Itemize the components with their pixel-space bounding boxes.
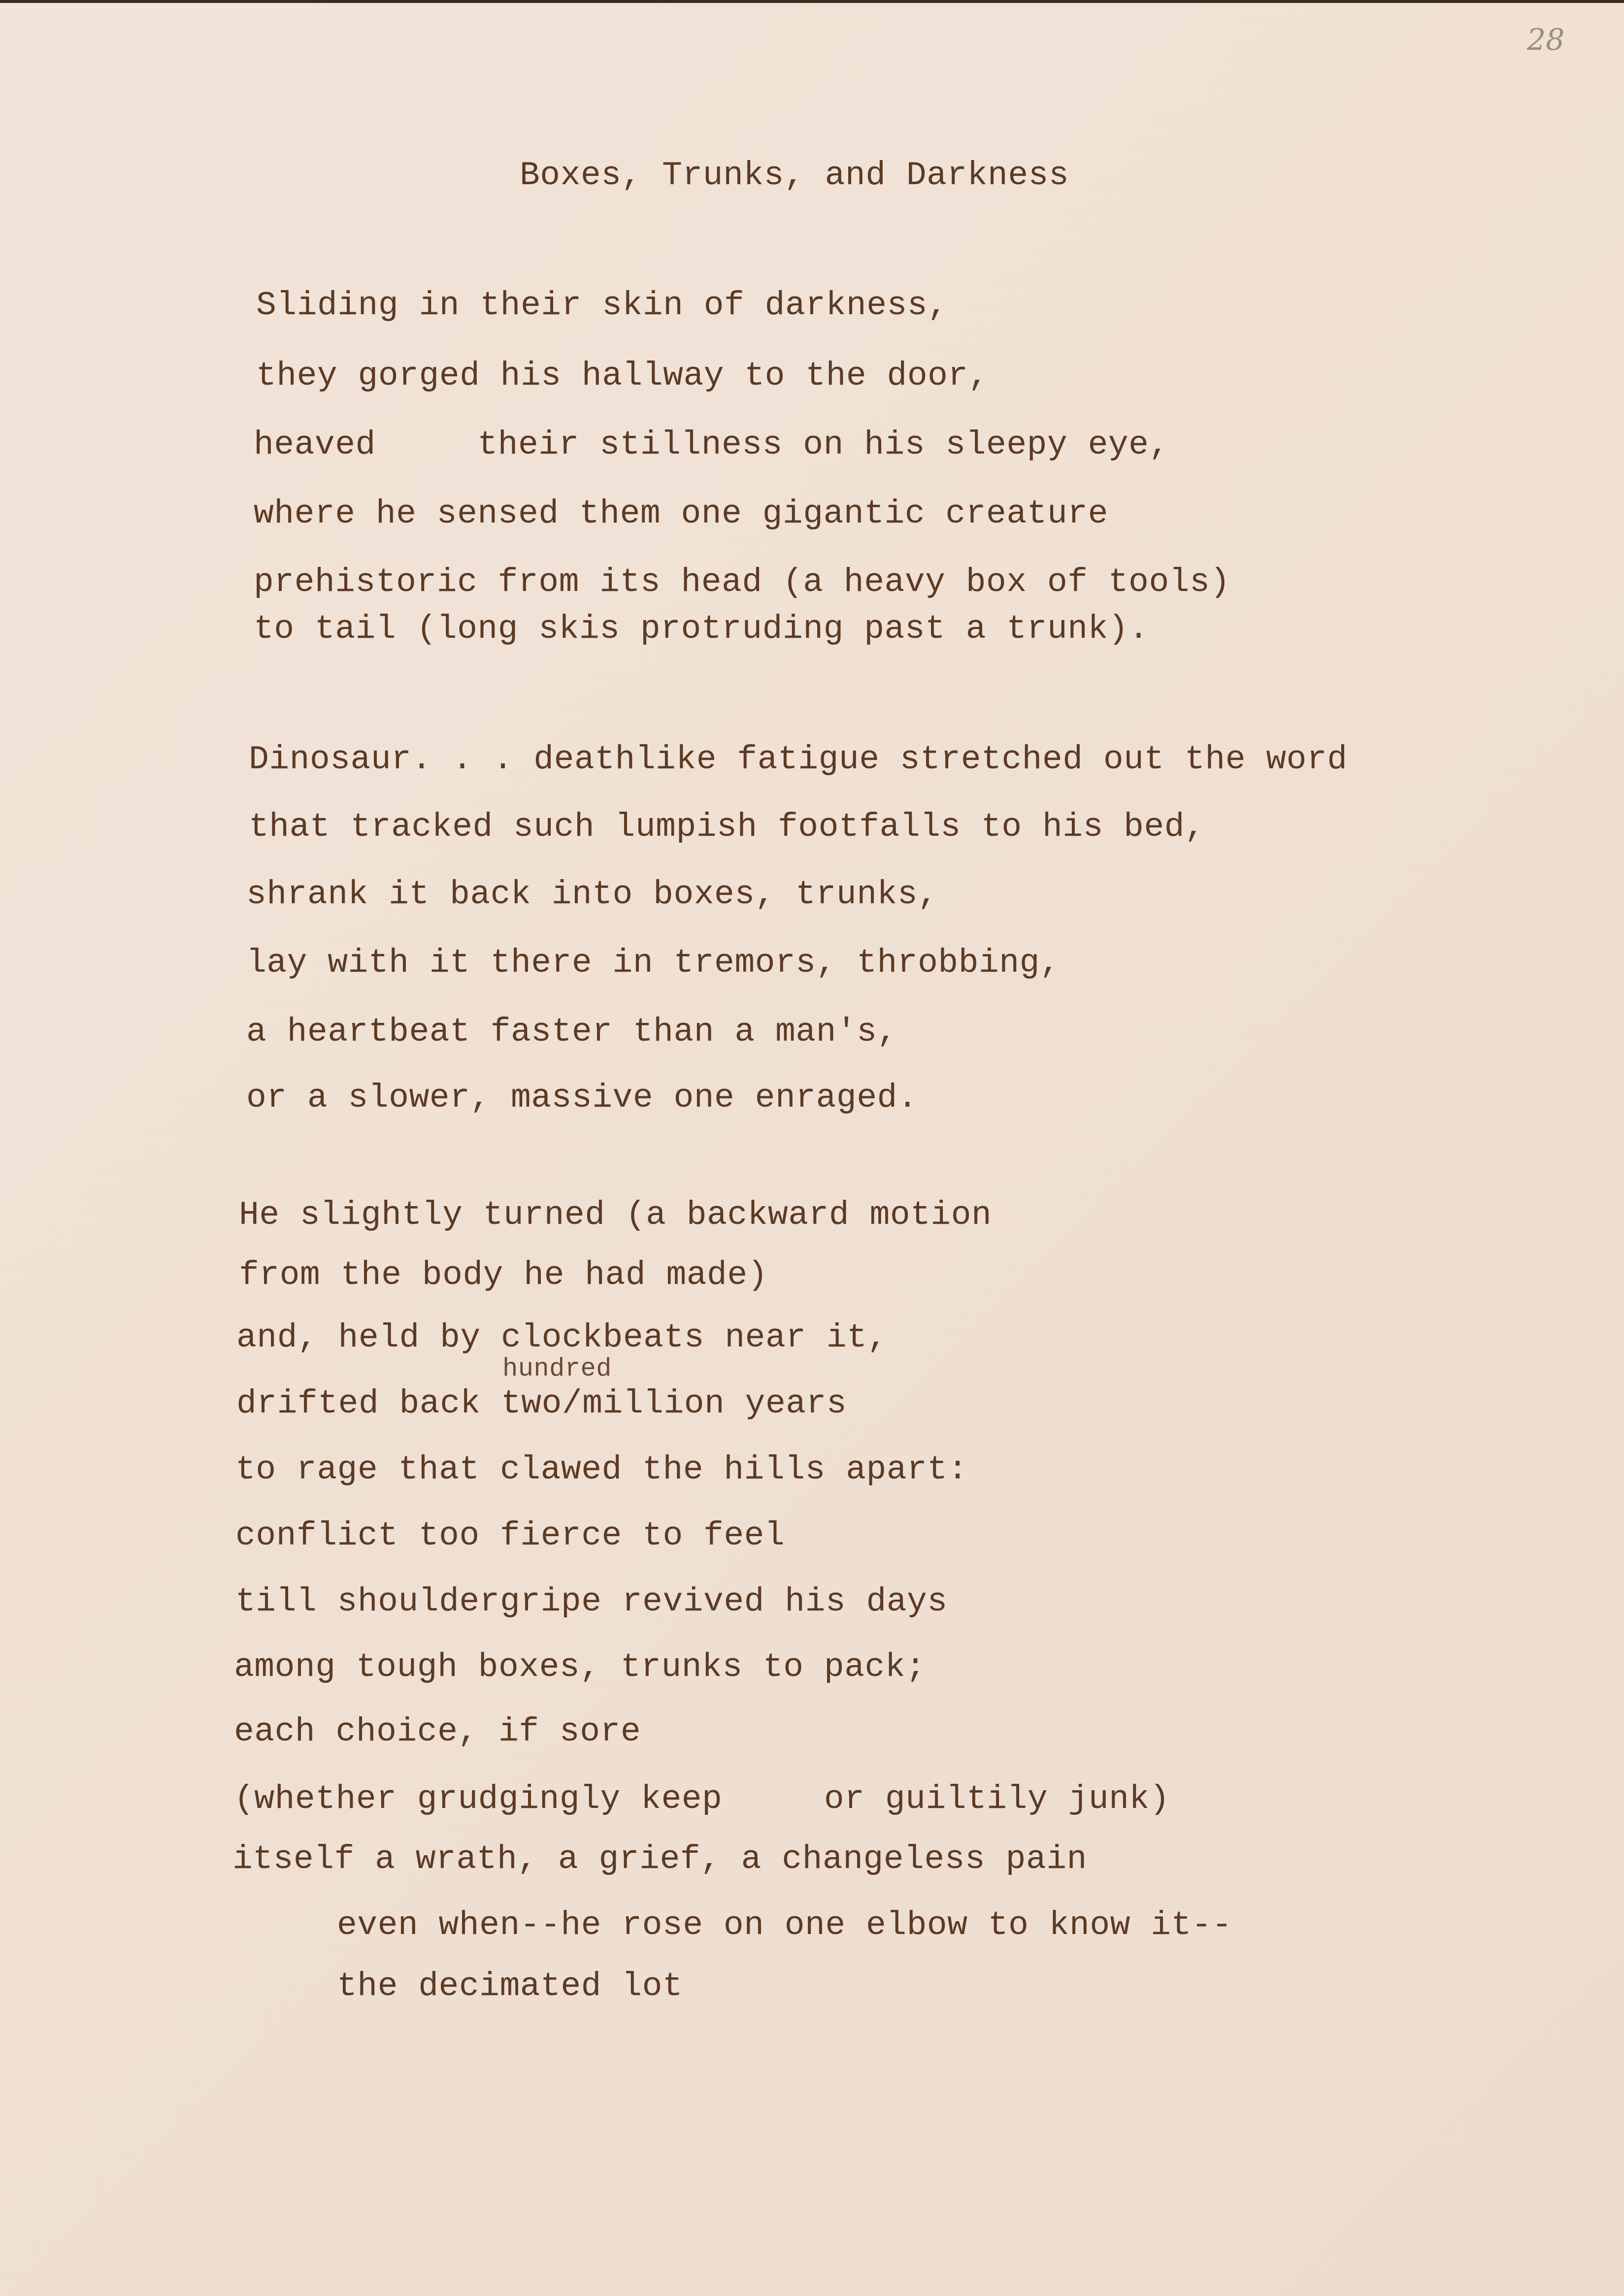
poem-line: to rage that clawed the hills apart: [235, 1451, 968, 1489]
poem-line: Sliding in their skin of darkness, [256, 287, 948, 325]
poem-line: to tail (long skis protruding past a trunk). [254, 610, 1149, 648]
poem-line-indented: the decimated lot [337, 1968, 683, 2005]
poem-line: Dinosaur. . . deathlike fatigue stretched out the word [249, 741, 1348, 779]
poem-line: shrank it back into boxes, trunks, [246, 876, 938, 914]
poem-line: heaved their stillness on his sleepy eye, [254, 426, 1169, 464]
poem-line: each choice, if sore [234, 1713, 641, 1751]
poem-line: conflict too fierce to feel [235, 1517, 785, 1555]
poem-line-indented: even when--he rose on one elbow to know it-- [337, 1906, 1232, 1944]
poem-line: prehistoric from its head (a heavy box of tools) [254, 563, 1230, 601]
interlinear-insertion: hundred [502, 1354, 612, 1383]
poem-line: that tracked such lumpish footfalls to his bed, [249, 808, 1205, 846]
poem-line: itself a wrath, a grief, a changeless pain [232, 1840, 1087, 1878]
poem-line: and, held by clockbeats near it, [236, 1319, 888, 1357]
poem-line: they gorged his hallway to the door, [256, 357, 989, 395]
poem-line: from the body he had made) [239, 1256, 768, 1294]
poem-line: drifted back two/million years [236, 1385, 847, 1423]
poem-line: where he sensed them one gigantic creature [254, 495, 1108, 533]
poem-line: among tough boxes, trunks to pack; [234, 1648, 926, 1686]
poem-line: or a slower, massive one enraged. [246, 1079, 918, 1117]
poem-line: a heartbeat faster than a man's, [246, 1013, 897, 1051]
poem-line: lay with it there in tremors, throbbing, [246, 944, 1061, 982]
poem-line: (whether grudgingly keep or guiltily junk) [234, 1780, 1170, 1818]
poem-line: He slightly turned (a backward motion [239, 1196, 992, 1234]
page-number: 28 [1527, 23, 1565, 57]
poem-line: till shouldergripe revived his days [235, 1583, 948, 1621]
poem-title: Boxes, Trunks, and Darkness [520, 157, 1069, 195]
